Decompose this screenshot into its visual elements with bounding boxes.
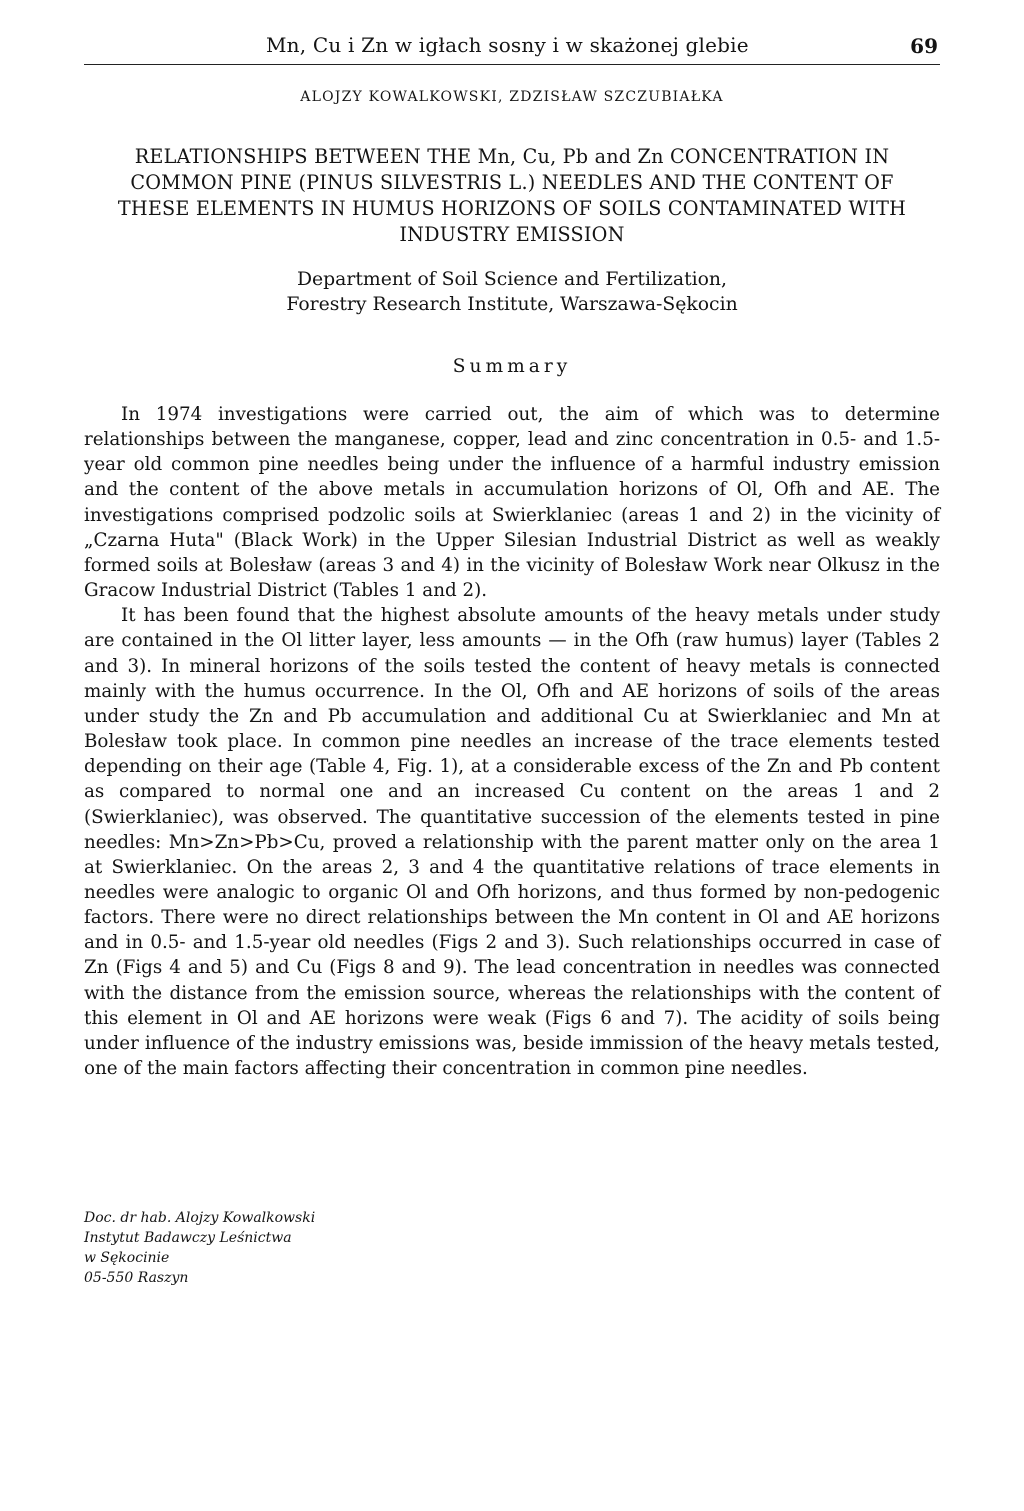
institute: Forestry Research Institute, Warszawa-Sękocin (286, 294, 738, 315)
title-line: INDUSTRY EMISSION (399, 223, 625, 246)
summary-body (84, 402, 940, 1081)
address-line: Doc. dr hab. Alojzy Kowalkowski (84, 1210, 316, 1226)
title-line: COMMON PINE (PINUS SILVESTRIS L.) NEEDLES AND THE CONTENT OF (130, 171, 894, 194)
address-line: Instytut Badawczy Leśnictwa (84, 1230, 292, 1246)
summary-paragraph: It has been found that the highest absolute amounts of the heavy metals under study are contained in the Ol litter layer, less amounts — in the Ofh (raw humus) layer (Tables 2 and 3). In mineral horizons of the soils tested the content of heavy metals is connected mainly with the humus occurrence. In the Ol, Ofh and AE horizons of soils of the areas under study the Zn and Pb accumulation and additional Cu at Swierklaniec and Mn at Bolesław took place. In common pine needles an increase of the trace elements tested depending on their age (Table 4, Fig. 1), at a considerable excess of the Zn and Pb content as compared to normal one and an increased Cu content on the areas 1 and 2 (Swierklaniec), was observed. The quantitative succession of the elements tested in pine needles: Mn>Zn>Pb>Cu, proved a relationship with the parent matter only on the area 1 at Swierklaniec. On the areas 2, 3 and 4 the quantitative relations of trace elements in needles were analogic to organic Ol and Ofh horizons, and thus formed by non-pedogenic factors. There were no direct relationships between the Mn content in Ol and AE horizons and in 0.5- and 1.5-year old needles (Figs 2 and 3). Such relationships occurred in case of Zn (Figs 4 and 5) and Cu (Figs 8 and 9). The lead concentration in needles was connected with the distance from the emission source, whereas the relationships with the content of this element in Ol and AE horizons were weak (Figs 6 and 7). The acidity of soils being under influence of the industry emissions was, beside immission of the heavy metals tested, one of the main factors affecting their concentration in common pine needles. (84, 605, 940, 1080)
running-header (84, 30, 940, 65)
author-address (84, 1208, 504, 1288)
title-line: THESE ELEMENTS IN HUMUS HORIZONS OF SOILS CONTAMINATED WITH (117, 197, 907, 220)
page-number: 69 (910, 34, 938, 58)
affiliation (84, 267, 940, 317)
paper-title (84, 144, 940, 248)
summary-heading: Summary (452, 356, 572, 377)
author-line: ALOJZY KOWALKOWSKI, ZDZISŁAW SZCZUBIAŁKA (300, 89, 724, 105)
journal-page (84, 0, 940, 1511)
summary-paragraph: In 1974 investigations were carried out, the aim of which was to determine relationships between the manganese, copper, lead and zinc concentration in 0.5- and 1.5-year old common pine needles being under the influence of a harmful industry emission and the content of the above metals in accumulation horizons of Ol, Ofh and AE. The investigations comprised podzolic soils at Swierklaniec (areas 1 and 2) in the vicinity of „Czarna Huta" (Black Work) in the Upper Silesian Industrial District as well as weakly formed soils at Bolesław (areas 3 and 4) in the vicinity of Bolesław Work near Olkusz in the Gracow Industrial District (Tables 1 and 2). (84, 404, 940, 602)
department: Department of Soil Science and Fertilization, (296, 269, 727, 290)
address-line: w Sękocinie (84, 1250, 170, 1266)
running-title: Mn, Cu i Zn w igłach sosny i w skażonej glebie (266, 33, 749, 57)
address-line: 05-550 Raszyn (84, 1270, 189, 1286)
title-line: RELATIONSHIPS BETWEEN THE Mn, Cu, Pb and Zn CONCENTRATION IN (134, 145, 890, 168)
